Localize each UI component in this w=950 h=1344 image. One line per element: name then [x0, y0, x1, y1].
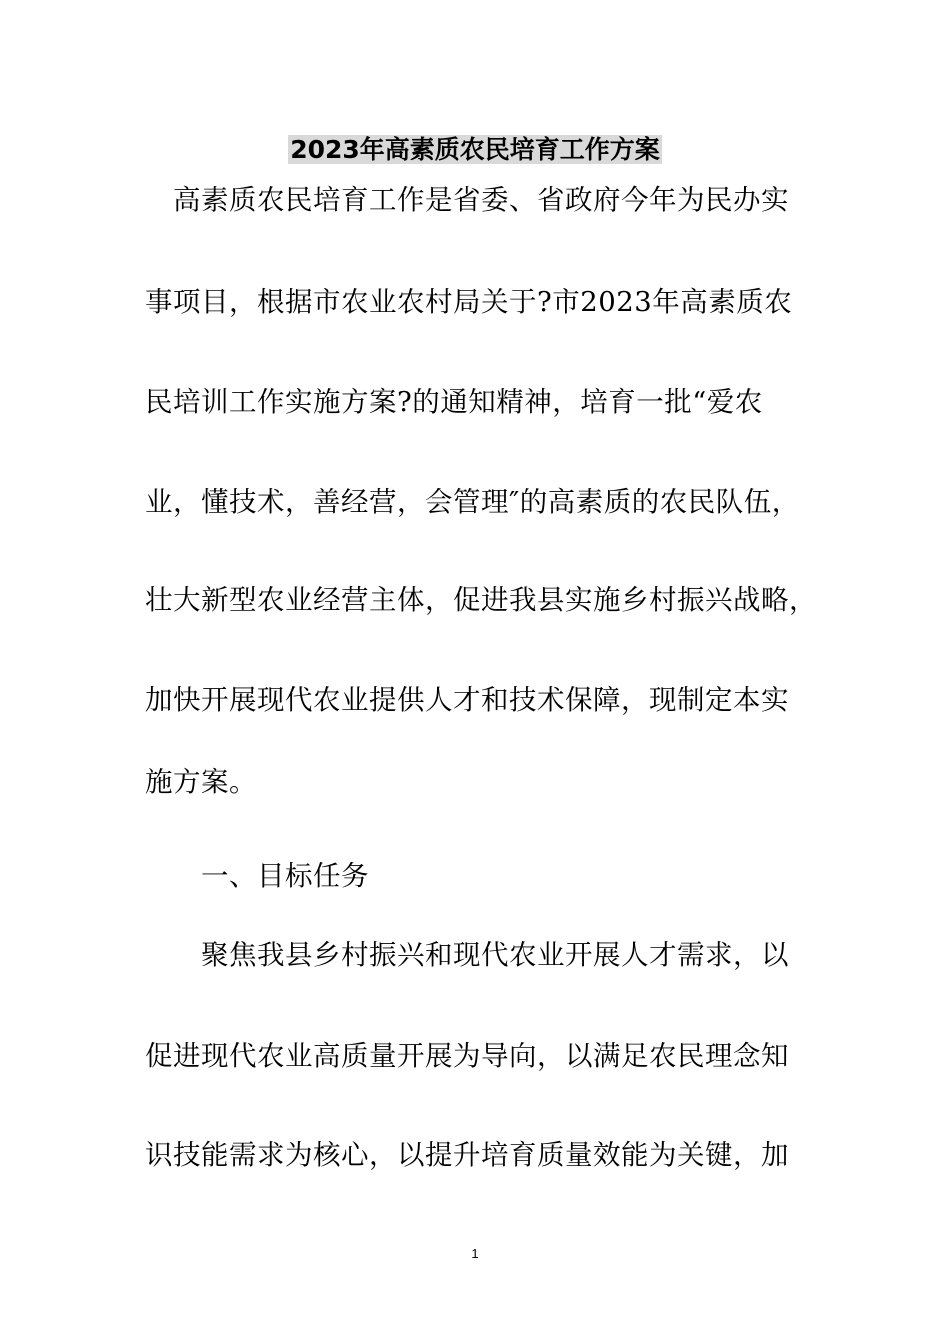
paragraph-line: 壮大新型农业经营主体，促进我县实施乡村振兴战略，: [145, 584, 817, 616]
paragraph-line: 加快开展现代农业提供人才和技术保障，现制定本实: [145, 684, 789, 716]
section-heading: 一、目标任务: [145, 860, 369, 892]
paragraph-line: 业，懂技术，善经营，会管理″的高素质的农民队伍，: [145, 486, 800, 518]
paragraph-line: 聚焦我县乡村振兴和现代农业开展人才需求，以: [145, 939, 789, 971]
page-number: 1: [471, 1246, 479, 1261]
paragraph-line: 促进现代农业高质量开展为导向，以满足农民理念知: [145, 1040, 789, 1072]
paragraph-line: 施方案。: [145, 766, 257, 798]
paragraph-line: 识技能需求为核心，以提升培育质量效能为关键，加: [145, 1139, 789, 1171]
paragraph-line: 高素质农民培育工作是省委、省政府今年为民办实: [145, 184, 789, 216]
document-title-text: 2023年高素质农民培育工作方案: [290, 135, 660, 164]
document-title: [0, 130, 950, 170]
paragraph-line: 事项目，根据市农业农村局关于?市2023年高素质农: [145, 286, 793, 318]
paragraph-line: 民培训工作实施方案?的通知精神，培育一批“爱农: [145, 386, 763, 418]
